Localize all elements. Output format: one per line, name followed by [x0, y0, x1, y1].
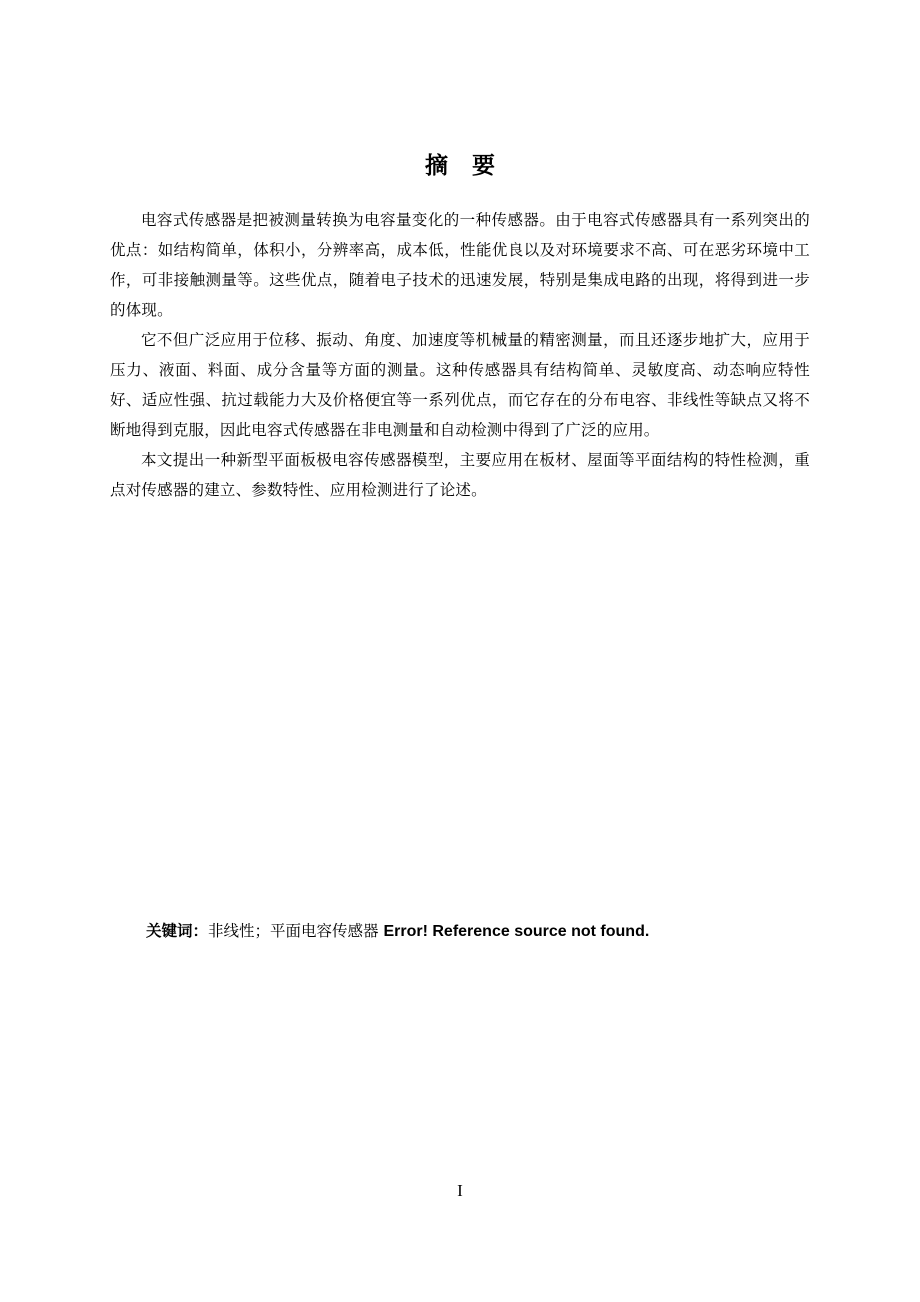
- reference-error-text: Error! Reference source not found.: [383, 923, 650, 940]
- title-char-1: 摘: [425, 153, 448, 179]
- abstract-paragraph-2: 它不但广泛应用于位移、振动、角度、加速度等机械量的精密测量，而且还逐步地扩大，应用于压力、液面、料面、成分含量等方面的测量。这种传感器具有结构简单、灵敏度高、动态响应特性好、适应性强、抗过载能力大及价格便宜等一系列优点，而它存在的分布电容、非线性等缺点又将不断地得到克服，因此电容式传感器在非电测量和自动检测中得到了广泛的应用。: [110, 331, 810, 439]
- keywords-items: 非线性；平面电容传感器: [208, 922, 379, 940]
- abstract-title: [0, 148, 920, 184]
- abstract-paragraph-3: 本文提出一种新型平面板极电容传感器模型，主要应用在板材、屋面等平面结构的特性检测，重点对传感器的建立、参数特性、应用检测进行了论述。: [110, 451, 810, 499]
- abstract-paragraph-1: 电容式传感器是把被测量转换为电容量变化的一种传感器。由于电容式传感器具有一系列突出的优点：如结构简单，体积小，分辨率高，成本低，性能优良以及对环境要求不高、可在恶劣环境中工作，可非接触测量等。这些优点，随着电子技术的迅速发展，特别是集成电路的出现，将得到进一步的体现。: [110, 211, 810, 319]
- title-char-2: 要: [472, 153, 495, 179]
- page-number: I: [457, 1181, 463, 1200]
- keywords-line: [146, 916, 649, 947]
- keywords-label: 关键词：: [146, 922, 209, 940]
- abstract-body: [110, 205, 810, 505]
